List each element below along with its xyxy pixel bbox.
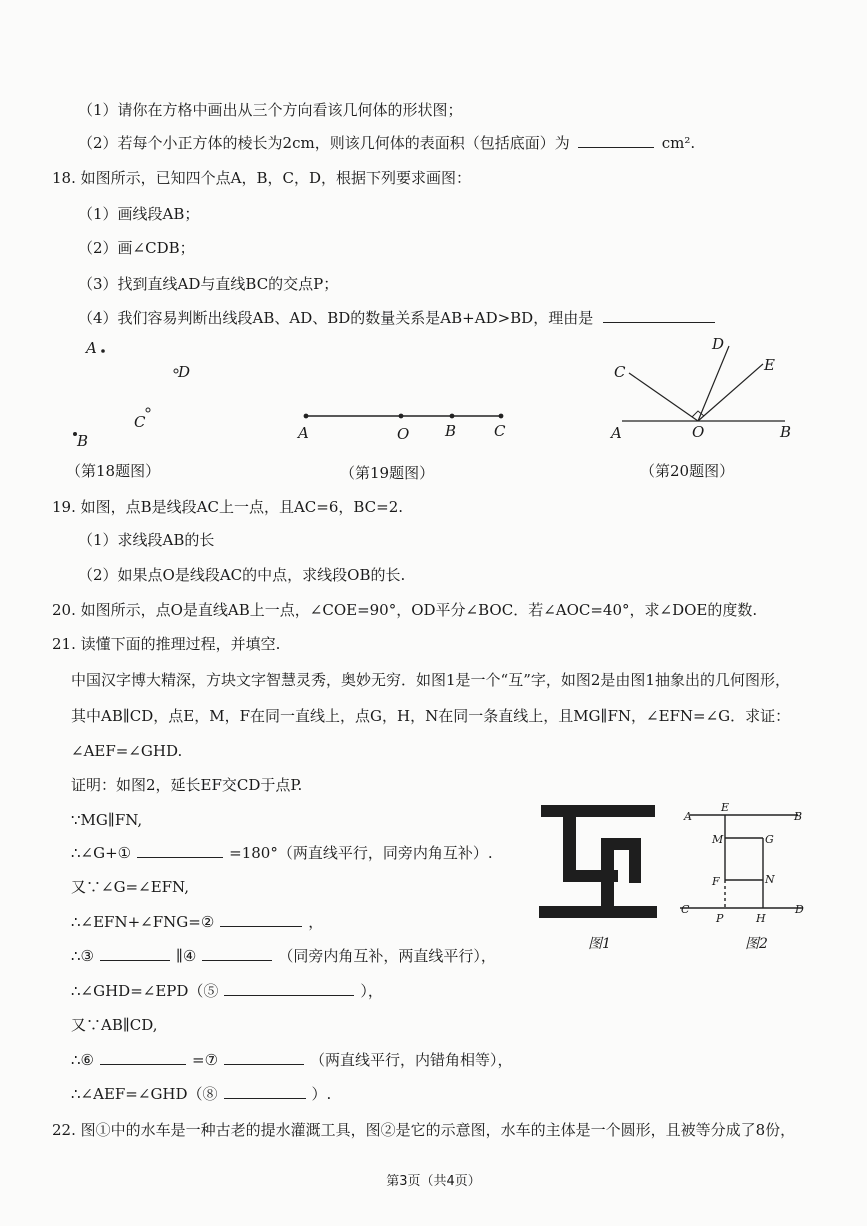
caption-fig20: （第20题图） (640, 462, 735, 480)
step5-text-a: ∴③ (71, 947, 94, 965)
q21-intro-line2: 其中AB∥CD，点E，M，F在同一直线上，点G，H，N在同一条直线上，且MG∥FN，∠EFN=∠G．求证： (71, 707, 791, 725)
q18-part1: （1）画线段AB； (78, 205, 200, 223)
point-label-f: F (712, 875, 720, 888)
figure-21-labels (681, 801, 804, 925)
q18-stem: 18. 如图所示，已知四个点A，B，C，D，根据下列要求画图： (52, 169, 471, 187)
page-footer: 第3页（共4页） (386, 1174, 481, 1189)
point-label-m: M (712, 833, 724, 846)
point-label-a: A (86, 339, 97, 357)
q21-step1: ∵MG∥FN, (71, 811, 143, 829)
point-label-b: B (794, 810, 803, 823)
point-label-a: A (611, 424, 622, 442)
caption-fig19: （第19题图） (340, 464, 435, 482)
point-label-e: E (764, 356, 775, 374)
step6-text-a: ∴∠GHD=∠EPD（⑤ (71, 982, 219, 1000)
hu-geometry-diagram (680, 815, 802, 908)
step9-text-a: ∴∠AEF=∠GHD（⑧ (71, 1085, 218, 1103)
figure-label-1: 图1 (588, 936, 611, 952)
point-label-o: O (397, 425, 410, 443)
point-label-c: C (614, 363, 626, 381)
figure-label-2: 图2 (745, 936, 768, 952)
step8-text-c: （两直线平行，内错角相等）， (310, 1051, 513, 1069)
point-label-d: D (795, 903, 804, 916)
point-label-p: P (716, 912, 724, 925)
point-label-o: O (692, 423, 705, 441)
hu-character-image (539, 805, 657, 918)
step5-text-c: （同旁内角互补，两直线平行）， (278, 947, 496, 965)
point-label-d: D (178, 363, 191, 381)
q22-stem: 22. 图①中的水车是一种古老的提水灌溉工具，图②是它的示意图，水车的主体是一个圆形，且被等分成了8份， (52, 1121, 796, 1139)
step6-text-b: ）， (360, 982, 383, 1000)
step2-text-a: ∴∠G+① (71, 844, 132, 862)
step2-text-b: =180°（两直线平行，同旁内角互补）. (229, 844, 493, 862)
q21-step7: 又∵AB∥CD, (71, 1016, 158, 1034)
q21-intro-line3: ∠AEF=∠GHD. (71, 742, 183, 760)
q21-intro-line1: 中国汉字博大精深，方块文字智慧灵秀，奥妙无穷．如图1是一个“互”字，如图2是由图1抽象出的几何图形， (71, 671, 790, 689)
q17-part2-text: （2）若每个小正方体的棱长为2cm，则该几何体的表面积（包括底面）为 (78, 134, 570, 152)
q19-stem: 19. 如图，点B是线段AC上一点，且AC=6，BC=2. (52, 498, 404, 516)
point-label-g: G (765, 833, 774, 846)
step8-text-a: ∴⑥ (71, 1051, 94, 1069)
point-label-a: A (684, 810, 692, 823)
step4-text-b: ， (308, 913, 324, 931)
point-label-a: A (298, 424, 309, 442)
step4-text-a: ∴∠EFN+∠FNG=② (71, 913, 215, 931)
point-label-n: N (765, 873, 775, 886)
point-label-e: E (721, 801, 730, 814)
q17-part2-unit: cm². (661, 134, 696, 152)
step5-text-b: ∥④ (176, 947, 197, 965)
q19-part1: （1）求线段AB的长 (78, 531, 215, 549)
q21-stem: 21. 读懂下面的推理过程，并填空. (52, 635, 281, 653)
point-label-c: C (681, 903, 690, 916)
point-label-b: B (780, 423, 792, 441)
point-label-b: B (445, 422, 457, 440)
caption-fig18: （第18题图） (66, 462, 161, 480)
q18-part2: （2）画∠CDB； (78, 239, 195, 257)
step8-text-b: =⑦ (192, 1051, 219, 1069)
q19-part2: （2）如果点O是线段AC的中点，求线段OB的长. (78, 566, 406, 584)
q21-proof-start: 证明：如图2，延长EF交CD于点P. (71, 776, 303, 794)
point-label-b: B (77, 432, 89, 450)
q18-part4-text: （4）我们容易判断出线段AB、AD、BD的数量关系是AB+AD>BD，理由是 (78, 309, 594, 327)
point-label-h: H (756, 912, 766, 925)
point-label-c: C (134, 413, 146, 431)
q20-stem: 20. 如图所示，点O是直线AB上一点，∠COE=90°，OD平分∠BOC．若∠AOC=40°，求∠DOE的度数. (52, 601, 758, 619)
point-label-d: D (712, 335, 725, 353)
q21-step3: 又∵∠G=∠EFN, (71, 878, 189, 896)
q18-part3: （3）找到直线AD与直线BC的交点P； (78, 275, 339, 293)
q17-part1: （1）请你在方格中画出从三个方向看该几何体的形状图； (78, 101, 463, 119)
step9-text-b: ）. (311, 1085, 332, 1103)
point-label-c: C (494, 422, 506, 440)
